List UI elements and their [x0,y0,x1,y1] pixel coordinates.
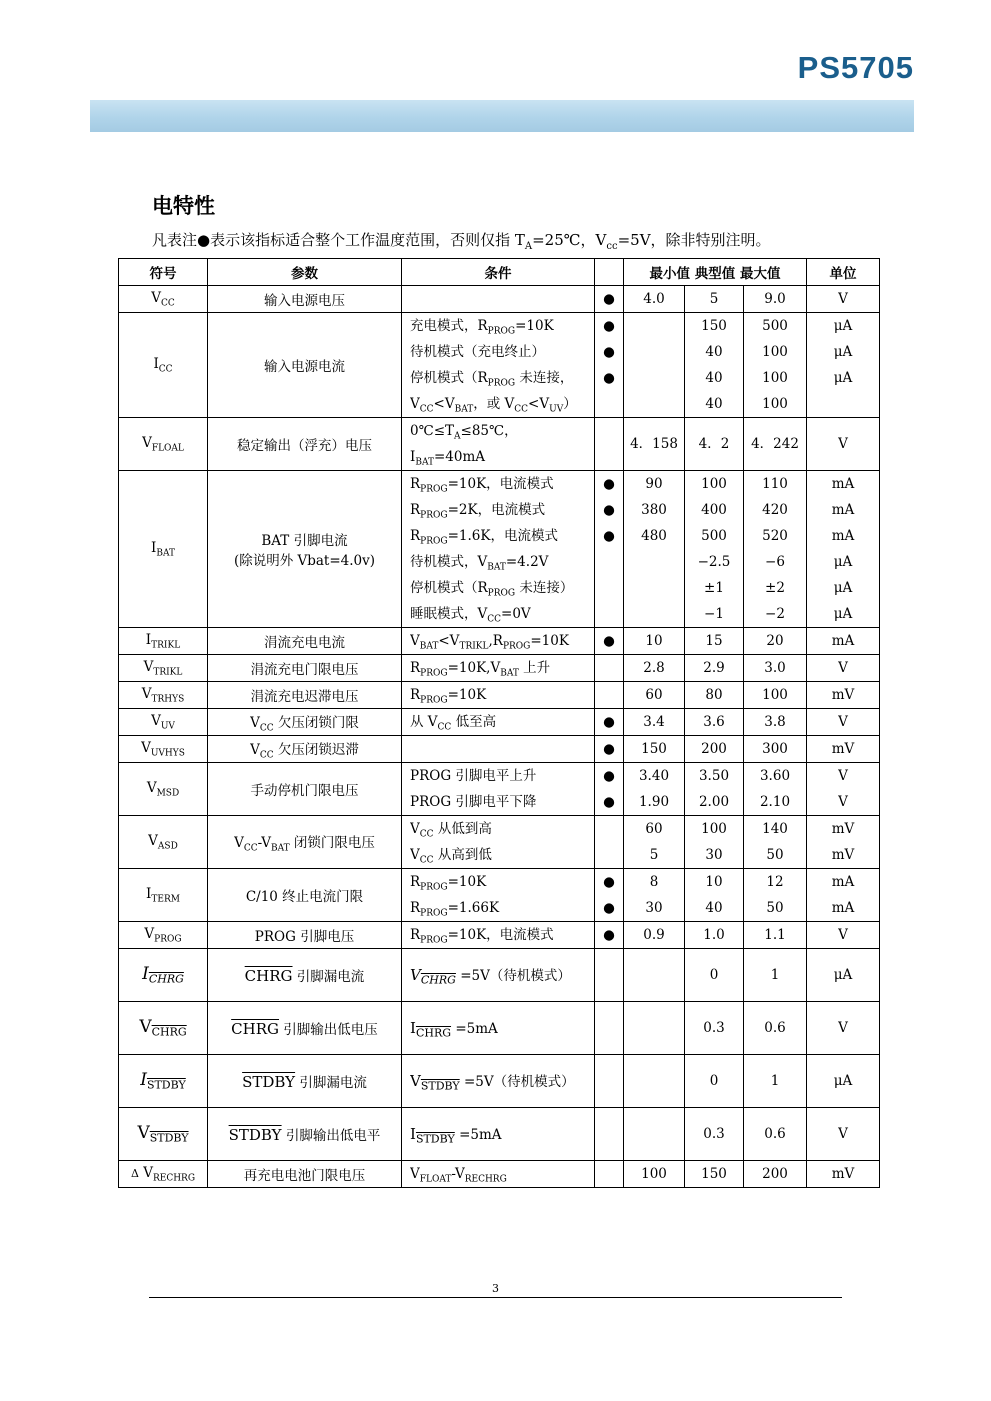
max-cell: 300 [744,736,807,763]
condition-cell [402,286,595,313]
header-symbol: 符号 [119,259,208,286]
table-row [119,922,880,949]
typ-cell: 3.6 [685,709,744,736]
max-cell: 3.0 [744,655,807,682]
max-cell: 1.1 [744,922,807,949]
intro-text-a: 凡表注●表示该指标适合整个工作温度范围，否则仅指 T [152,231,525,249]
condition-cell: $R_{PROG}=10K,V_{BAT}$ 上升 [402,655,595,682]
unit-cell: V [807,286,880,313]
symbol-cell: $V_{UV}$ [119,709,208,736]
symbol-cell: $V_{CC}$ [119,286,208,313]
max-cell: 3.60 2.10 [744,763,807,816]
parameter-cell: 输入电源电流 [208,313,402,418]
symbol-cell: $V_{CHRG}$ [119,1002,208,1055]
min-cell: 3.4 [624,709,685,736]
typ-cell: 0 [685,949,744,1002]
dot-cell [595,1002,624,1055]
unit-cell: mV [807,736,880,763]
max-cell: 9.0 [744,286,807,313]
parameter-cell: CHRG 引脚漏电流 [208,949,402,1002]
unit-cell: μA μA μA [807,313,880,418]
unit-cell: V [807,922,880,949]
condition-cell: $V_{FLOAT}-V_{RECHRG}$ [402,1161,595,1188]
symbol-cell: $I_{CC}$ [119,313,208,418]
table-row [119,1055,880,1108]
max-cell: 500 100 100 100 [744,313,807,418]
condition-cell: 充电模式，$R_{PROG}=10K$ 待机模式（充电终止） 停机模式（$R_{PROG}$ 未连接， $V_{CC}<V_{BAT}$，或 $V_{CC}<V_{UV}$） [402,313,595,418]
unit-cell: mV mV [807,816,880,869]
parameter-cell: 涓流充电电流 [208,628,402,655]
min-cell: 2.8 [624,655,685,682]
dot-cell: ● ● ● [595,471,624,628]
max-cell: 4．242 [744,418,807,471]
table-row [119,736,880,763]
typ-cell: 0 [685,1055,744,1108]
typ-cell: 5 [685,286,744,313]
max-cell: 3.8 [744,709,807,736]
parameter-cell: 再充电电池门限电压 [208,1161,402,1188]
dot-cell [595,816,624,869]
table-row [119,709,880,736]
document-title: PS5705 [797,50,914,85]
dot-cell: ● [595,286,624,313]
unit-cell: V V [807,763,880,816]
condition-cell: $V_{CHRG} =5V$（待机模式） [402,949,595,1002]
table-row [119,949,880,1002]
dot-cell: ● ● [595,869,624,922]
min-cell [624,949,685,1002]
unit-cell: V [807,418,880,471]
table-row [119,816,880,869]
header-dot [595,259,624,286]
table-row [119,286,880,313]
max-cell: 100 [744,682,807,709]
max-cell: 0.6 [744,1108,807,1161]
unit-cell: mA mA [807,869,880,922]
dot-cell [595,1108,624,1161]
header-unit: 单位 [807,259,880,286]
unit-cell: V [807,709,880,736]
symbol-cell: Δ $V_{RECHRG}$ [119,1161,208,1188]
table-row [119,628,880,655]
min-cell: 4．158 [624,418,685,471]
symbol-cell: $I_{BAT}$ [119,471,208,628]
unit-cell: mV [807,682,880,709]
condition-cell: $V_{STDBY} =5V$（待机模式） [402,1055,595,1108]
dot-cell [595,1161,624,1188]
min-cell: 3.40 1.90 [624,763,685,816]
condition-cell: $R_{PROG}=10K$，电流模式 $R_{PROG}=2K$，电流模式 $R_{PROG}=1.6K$，电流模式 待机模式，$V_{BAT}=4.2V$ 停机模式（$R_{PROG}$ 未连接） 睡眠模式，$V_{CC}=0V$ [402,471,595,628]
parameter-cell: STDBY 引脚输出低电平 [208,1108,402,1161]
min-cell: 150 [624,736,685,763]
condition-cell: PROG 引脚电平上升 PROG 引脚电平下降 [402,763,595,816]
unit-cell: μA [807,1055,880,1108]
condition-cell: $0℃\le T_A\le 85℃$， $I_{BAT}=40mA$ [402,418,595,471]
typ-cell: 3.50 2.00 [685,763,744,816]
dot-cell: ● [595,628,624,655]
dot-cell [595,418,624,471]
parameter-cell: $V_{CC}$ 欠压闭锁迟滞 [208,736,402,763]
symbol-cell: $I_{TERM}$ [119,869,208,922]
max-cell: 200 [744,1161,807,1188]
min-cell [624,1108,685,1161]
typ-cell: 15 [685,628,744,655]
typ-cell: 0.3 [685,1002,744,1055]
condition-cell: $R_{PROG}=10K$ $R_{PROG}=1.66K$ [402,869,595,922]
dot-cell [595,949,624,1002]
symbol-cell: $V_{UVHYS}$ [119,736,208,763]
parameter-cell: 稳定输出（浮充）电压 [208,418,402,471]
condition-cell: $V_{CC}$ 从低到高 $V_{CC}$ 从高到低 [402,816,595,869]
electrical-characteristics-table [118,258,880,1188]
typ-cell: 150 40 40 40 [685,313,744,418]
table-row [119,682,880,709]
max-cell: 0.6 [744,1002,807,1055]
dot-cell [595,1055,624,1108]
min-cell: 0.9 [624,922,685,949]
typ-cell: 10 40 [685,869,744,922]
typ-cell: 100 400 500 −2.5 ±1 −1 [685,471,744,628]
max-cell: 20 [744,628,807,655]
parameter-cell: C/10 终止电流门限 [208,869,402,922]
unit-cell: V [807,1108,880,1161]
symbol-cell: $V_{TRIKL}$ [119,655,208,682]
condition-cell: $R_{PROG}=10K$，电流模式 [402,922,595,949]
parameter-cell: BAT 引脚电流 (除说明外 Vbat=4.0v) [208,471,402,628]
dot-cell: ● [595,709,624,736]
min-cell: 100 [624,1161,685,1188]
min-cell: 8 30 [624,869,685,922]
parameter-cell: CHRG 引脚输出低电压 [208,1002,402,1055]
unit-cell: mA mA mA μA μA μA [807,471,880,628]
symbol-cell: $I_{TRIKL}$ [119,628,208,655]
header-band [90,100,914,132]
unit-cell: V [807,655,880,682]
parameter-cell: $V_{CC}$ 欠压闭锁门限 [208,709,402,736]
symbol-cell: $V_{TRHYS}$ [119,682,208,709]
min-cell: 4.0 [624,286,685,313]
typ-cell: 100 30 [685,816,744,869]
dot-cell: ● [595,736,624,763]
page-number: 3 [492,1282,499,1295]
condition-cell: $I_{STDBY} =5mA$ [402,1108,595,1161]
max-cell: 1 [744,1055,807,1108]
typ-cell: 80 [685,682,744,709]
parameter-cell: 输入电源电压 [208,286,402,313]
table-row [119,869,880,922]
parameter-cell: $V_{CC}-V_{BAT}$ 闭锁门限电压 [208,816,402,869]
intro-text-b: =25℃，V [532,231,607,249]
header-param: 参数 [208,259,402,286]
dot-cell: ● ● [595,763,624,816]
symbol-cell: $V_{FLOAL}$ [119,418,208,471]
unit-cell: mV [807,1161,880,1188]
condition-cell [402,736,595,763]
header-cond: 条件 [402,259,595,286]
condition-cell: $I_{CHRG} =5mA$ [402,1002,595,1055]
symbol-cell: $V_{PROG}$ [119,922,208,949]
typ-cell: 200 [685,736,744,763]
typ-cell: 1.0 [685,922,744,949]
unit-cell: μA [807,949,880,1002]
symbol-cell: $V_{STDBY}$ [119,1108,208,1161]
intro-vcc-sub: cc [606,241,618,252]
parameter-cell: 涓流充电迟滞电压 [208,682,402,709]
symbol-cell: $I_{CHRG}$ [119,949,208,1002]
intro-ta-sub: A [524,241,533,252]
min-cell [624,1055,685,1108]
typ-cell: 4．2 [685,418,744,471]
symbol-cell: $I_{STDBY}$ [119,1055,208,1108]
table-row [119,313,880,418]
condition-cell: $V_{BAT}<V_{TRIKL},R_{PROG}=10K$ [402,628,595,655]
table-row [119,1161,880,1188]
min-cell: 10 [624,628,685,655]
condition-cell: 从 $V_{CC}$ 低至高 [402,709,595,736]
table-row [119,655,880,682]
max-cell: 1 [744,949,807,1002]
table-row [119,418,880,471]
table-row [119,471,880,628]
symbol-cell: $V_{ASD}$ [119,816,208,869]
parameter-cell: PROG 引脚电压 [208,922,402,949]
parameter-cell: STDBY 引脚漏电流 [208,1055,402,1108]
table-header-row [119,259,880,286]
symbol-cell: $V_{MSD}$ [119,763,208,816]
condition-cell: $R_{PROG}=10K$ [402,682,595,709]
footer-rule [149,1297,842,1298]
dot-cell: ● ● ● [595,313,624,418]
min-cell [624,1002,685,1055]
max-cell: 110 420 520 −6 ±2 −2 [744,471,807,628]
min-cell: 90 380 480 [624,471,685,628]
table-row [119,763,880,816]
section-heading: 电特性 [152,194,215,218]
max-cell: 140 50 [744,816,807,869]
min-cell [624,313,685,418]
max-cell: 12 50 [744,869,807,922]
dot-cell [595,655,624,682]
intro-text-c: =5V，除非特别注明。 [617,231,771,249]
dot-cell [595,682,624,709]
typ-cell: 150 [685,1161,744,1188]
min-cell: 60 [624,682,685,709]
parameter-cell: 涓流充电门限电压 [208,655,402,682]
min-cell: 60 5 [624,816,685,869]
table-row [119,1002,880,1055]
intro-note [152,229,771,252]
typ-cell: 2.9 [685,655,744,682]
unit-cell: V [807,1002,880,1055]
typ-cell: 0.3 [685,1108,744,1161]
unit-cell: mA [807,628,880,655]
parameter-cell: 手动停机门限电压 [208,763,402,816]
table-row [119,1108,880,1161]
header-minmax: 最小值 典型值 最大值 [624,259,807,286]
dot-cell: ● [595,922,624,949]
